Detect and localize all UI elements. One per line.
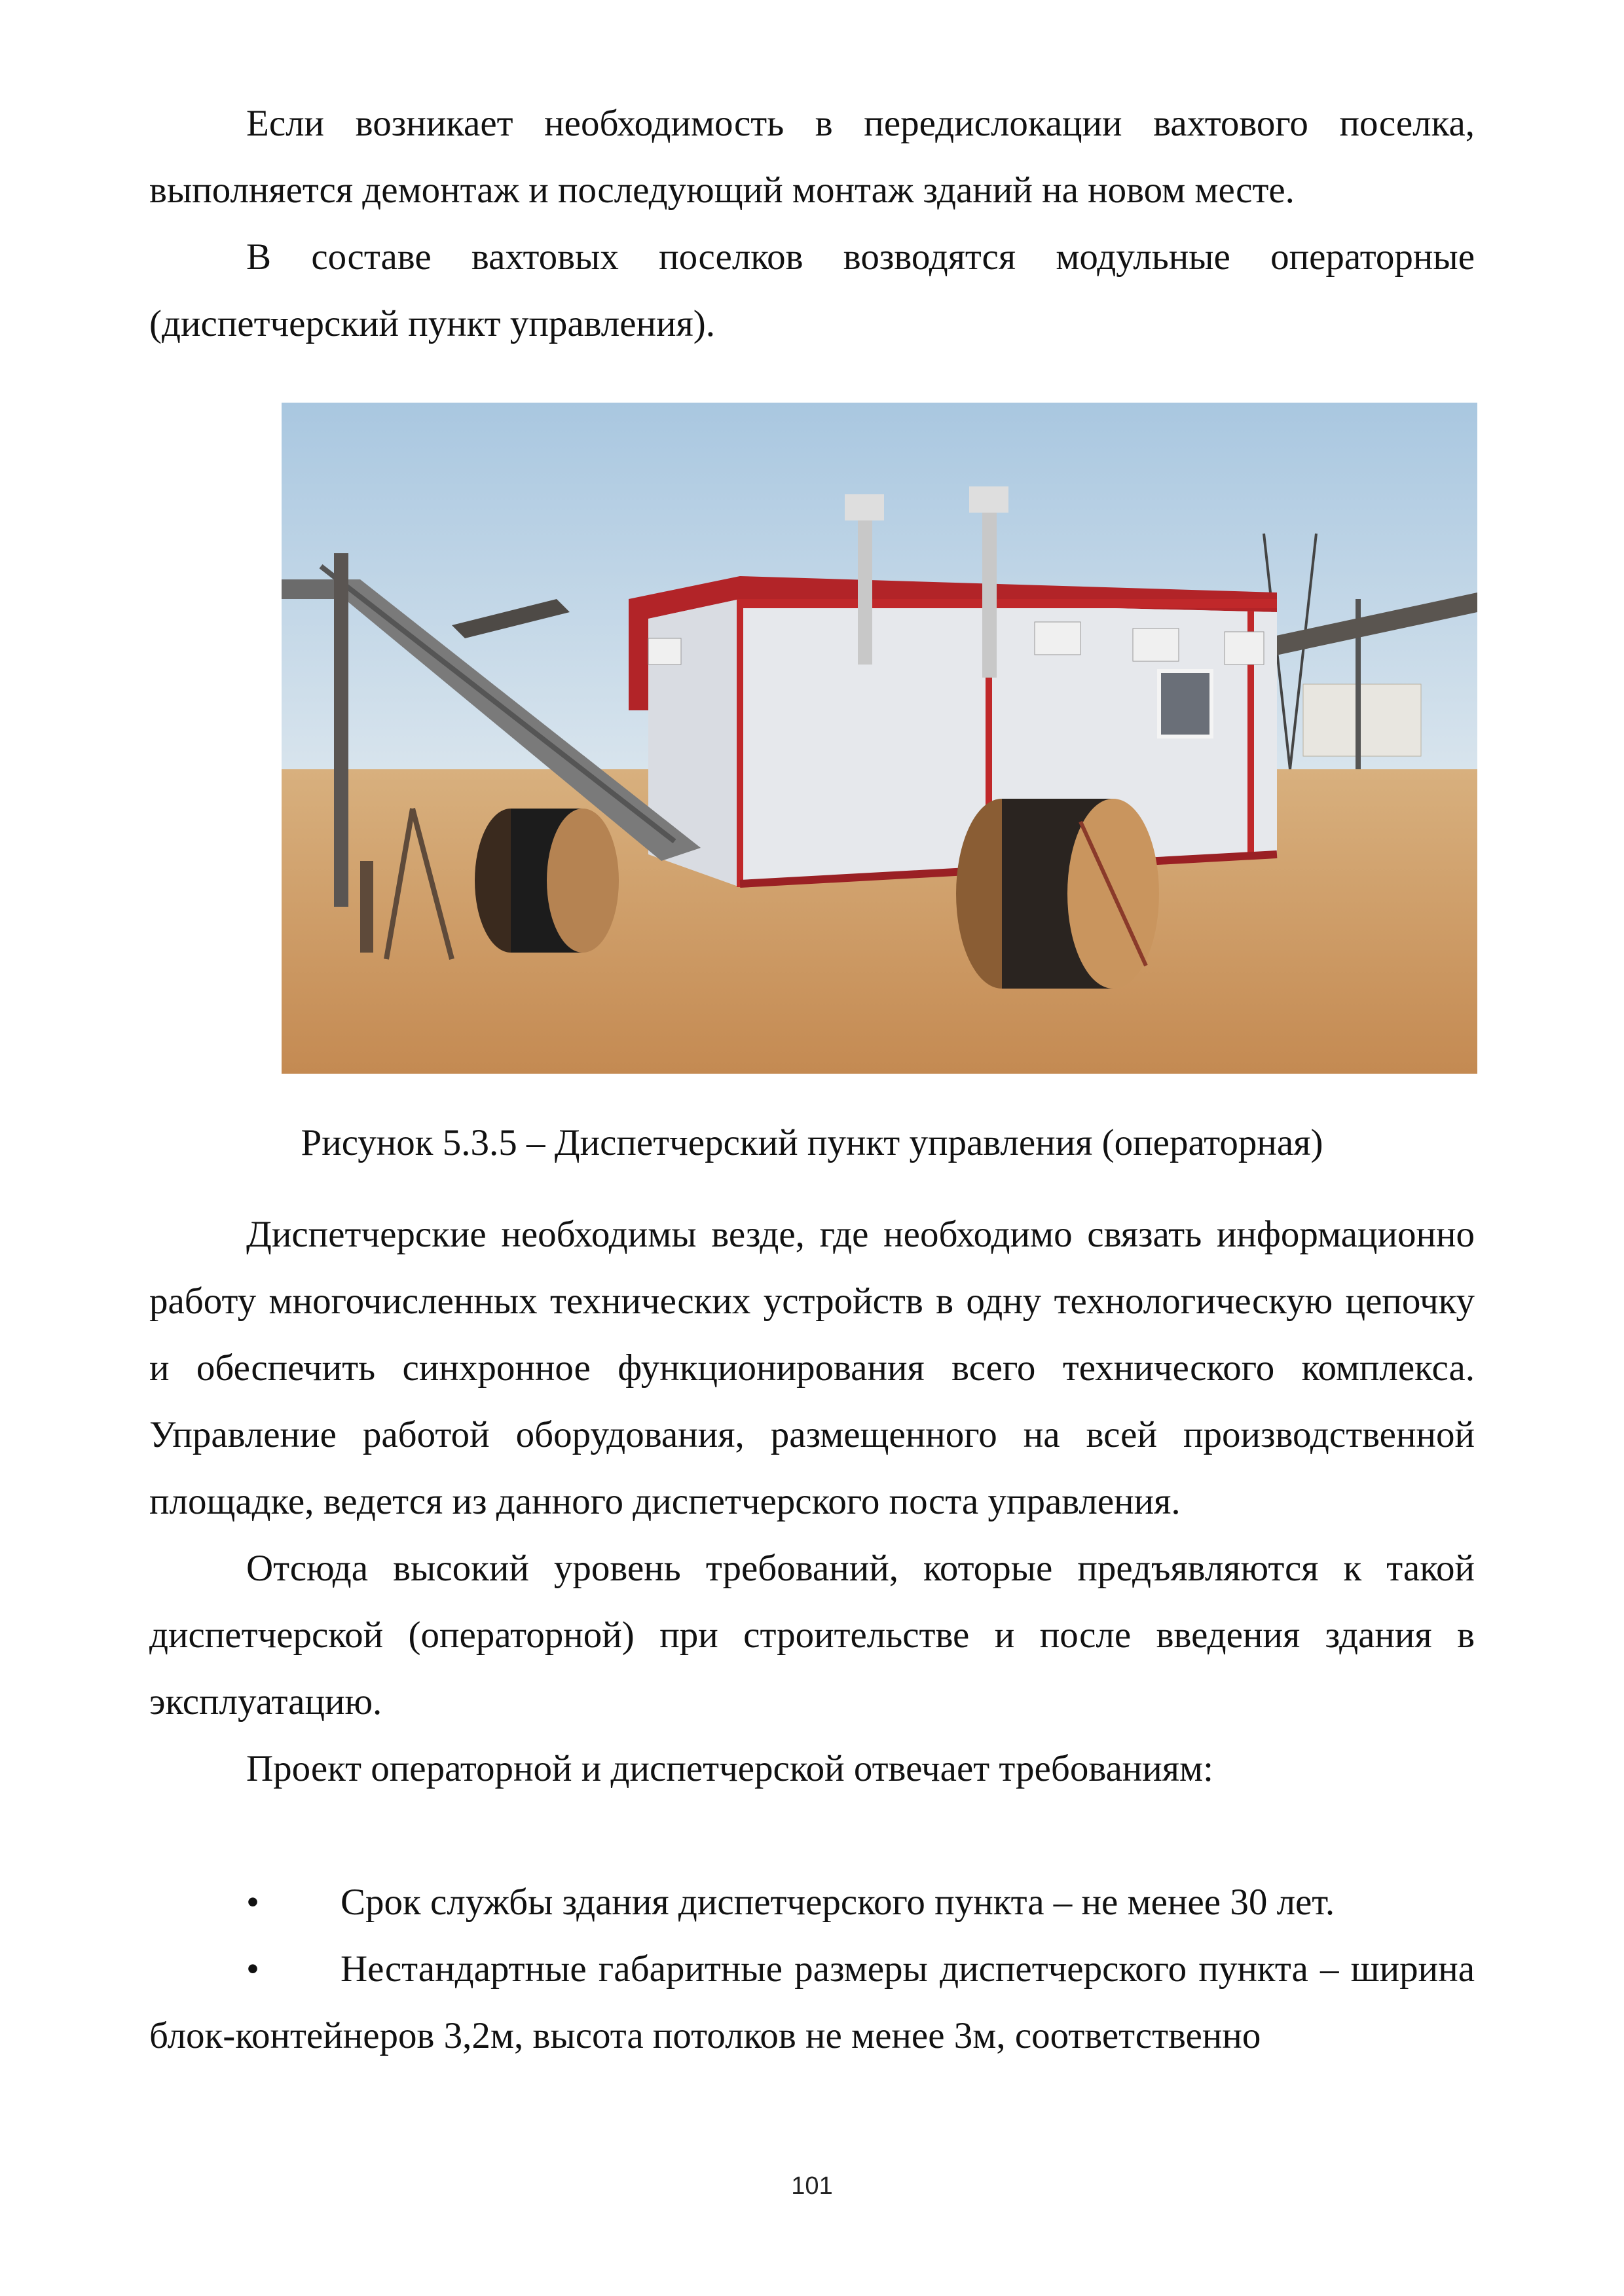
figure-control-room-photo — [282, 403, 1477, 1074]
paragraph-relocation: Если возникает необходимость в передислокации вахтового поселка, выполняется демонтаж и последующий монтаж зданий на новом месте. — [149, 103, 1475, 211]
list-item-text: Срок службы здания диспетчерского пункта – не менее 30 лет. — [341, 1882, 1335, 1923]
paragraph-modular-operators: В составе вахтовых поселков возводятся модульные операторные (диспетчерский пункт управления). — [149, 236, 1475, 344]
paragraph-dispatch-purpose: Диспетчерские необходимы везде, где необходимо связать информационно работу многочисленных технических устройств в одну технологическую цепочку и обеспечить синхронное функционирования всего технического комплекса. Управление работой оборудования, размещенного на всей производственной площадке, ведется из данного диспетчерского поста управления. — [149, 1214, 1475, 1522]
page-number: 101 — [791, 2172, 833, 2200]
paragraph-requirements-level: Отсюда высокий уровень требований, которые предъявляются к такой диспетчерской (операторной) при строительстве и после введения здания в эксплуатацию. — [149, 1548, 1475, 1722]
bullet-symbol: • — [246, 1882, 259, 1923]
requirements-list — [149, 1869, 1475, 2069]
list-item-text: Нестандартные габаритные размеры диспетчерского пункта – ширина блок-контейнеров 3,2м, высота потолков не менее 3м, соответственно — [149, 1948, 1475, 2056]
bottom-text-block — [149, 1201, 1475, 1802]
photo-illustration — [282, 403, 1477, 1074]
list-item — [149, 1869, 1475, 1936]
bullet-symbol: • — [246, 1948, 259, 1990]
list-item — [149, 1936, 1475, 2069]
paragraph-project-requirements: Проект операторной и диспетчерской отвечает требованиям: — [246, 1748, 1213, 1789]
figure-caption: Рисунок 5.3.5 – Диспетчерский пункт управления (операторная) — [301, 1122, 1323, 1163]
top-text-block — [149, 90, 1475, 357]
